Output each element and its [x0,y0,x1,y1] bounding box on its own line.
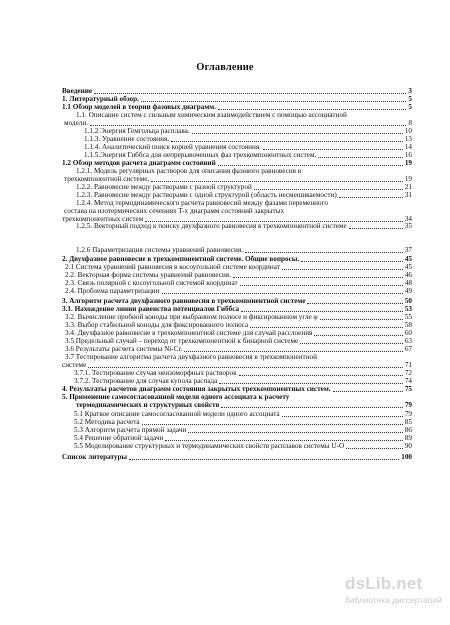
toc-entry-title: 1. Литературный обзор. [62,95,139,103]
toc-page-number: 3 [408,87,412,95]
toc-page-number: 58 [404,321,412,329]
toc-entry-title: 5.5 Моделирование структурных и термодинамических свойств расплавов системы U-O [74,442,345,450]
toc-entry-title: 1.2.4. Метод термодинамического расчета равновесий между фазами переменного [76,199,328,207]
toc-entry-title: 3.2. Вычисление пробной коноды при выбранном полюсе и фиксированном угле φ [65,313,318,321]
toc-entry [62,354,412,370]
watermark [345,574,445,612]
toc-page-number: 55 [404,313,412,321]
toc-entry-title: 4. Результаты расчетов диаграмм состояния закрытых трехкомпонентных систем. [62,385,331,393]
toc-entry-title: 3.7 Тестирование алгоритма расчета двухфазного равновесия в трехкомпонентной [65,353,317,361]
toc-page-number: 31 [404,191,412,199]
toc-page-number: 34 [404,215,412,223]
toc-entry-title: 1.2.6 Параметризация системы уравнений равновесия. [76,246,243,254]
toc-leader-dots [192,133,403,134]
toc-leader-dots [218,165,403,166]
toc-entry-continuation: трехкомпонентной системе. [64,175,150,183]
toc-page-number: 48 [404,279,412,287]
toc-entry-title: 5. Применение самосогласованной модели одного ассоциата к расчету [62,393,290,401]
toc-entry-title: 1.1.5.Энергия Гиббса для непрерывоченных фаз трехкомпонентных систем. [84,151,317,159]
toc-leader-dots [254,189,403,190]
toc-leader-dots [300,343,403,344]
toc-page-number: 60 [404,329,412,337]
toc-page-number: 19 [404,159,412,167]
toc-leader-dots [339,197,403,198]
toc-page-number: 21 [404,183,412,191]
toc-entry [62,394,412,410]
toc-leader-dots [171,141,403,142]
toc-page-number: 10 [404,127,412,135]
toc-leader-dots [88,367,403,368]
toc-entry-title: 2.3. Связь полярной с косоугольной системой координат [65,279,238,287]
toc-page-number: 67 [404,345,412,353]
toc-entry [62,247,412,255]
toc-page-number: 79 [404,401,412,409]
toc-entry-title: 3.7.1. Тестирование случая неизоморфных растворов [74,369,237,377]
toc-leader-dots [239,375,403,376]
toc-entry-continuation: системе [62,361,87,369]
toc-entry-title: 2.2. Векторная форма системы уравнений равновесия. [65,271,231,279]
toc-page-number: 35 [404,222,412,230]
toc-leader-dots [142,424,403,425]
toc-entry-title: 5.3 Алгоритм расчета прямой задачи [74,426,187,434]
toc-entry-title: 2.4. Проблема параметризации [65,287,160,295]
toc-leader-dots [307,303,403,304]
toc-leader-dots [250,327,403,328]
toc-leader-dots [162,293,403,294]
toc-page-number: 90 [404,442,412,450]
toc-page-number: 72 [404,369,412,377]
toc-entry-title: 1.1.4. Аналитический поиск корней уравнения состояния. [84,143,261,151]
toc-entry [62,112,412,128]
toc-leader-dots [240,285,403,286]
toc-entry-title: 3. Алгоритм расчета двухфазного равновесия в трехкомпонентной системе [62,297,306,305]
toc-entry [62,168,412,184]
toc-leader-dots [184,351,403,352]
toc-page-number: 45 [404,255,412,263]
toc-page-number: 46 [404,271,412,279]
toc-leader-dots [219,383,403,384]
toc-entry [62,223,412,231]
toc-page-number: 8 [408,119,412,127]
toc-entry [62,443,412,451]
toc-page-number: 37 [404,246,412,254]
toc-entry-title: 5.1 Краткое описание самосогласованной модели одного ассоциата [74,410,280,418]
toc-entry-continuation: термодинамических и структурных свойств [76,401,220,409]
toc-page-number: 50 [404,297,412,305]
toc-leader-dots [188,432,403,433]
toc-page-number: 79 [404,410,412,418]
toc-leader-dots [221,407,403,408]
toc-entry-continuation: модели. [64,119,89,127]
toc-leader-dots [282,269,403,270]
toc-page-number: 14 [404,143,412,151]
toc-entry-title: 3.4. Двухфазное равновесие в трехкомпонентной системе для случай расслоения [65,329,313,337]
toc-entry-title: 3.7.2. Тестирование для случая купола распада [74,377,218,385]
toc-leader-dots [141,101,406,102]
toc-entry [62,288,412,296]
toc-page-number: 100 [401,453,412,461]
toc-entry-title: 1.2.2. Равновесие между растворами с разной структурой [76,183,252,191]
toc-entry [62,200,412,224]
toc-leader-dots [320,319,403,320]
toc-entry-title: 1.2.3. Равновесие между растворами с одной структурой (область несмешиваемости) [76,191,337,199]
toc-leader-dots [346,448,403,449]
toc-page-number: 45 [404,263,412,271]
toc-entry-title: Список литературы [62,453,128,461]
toc-entry-title: 1.2.5. Векторный подход к поиску двухфазного равновесия в трехкомпонентной системе [76,222,347,230]
toc-entry-title: 3.5 Предельный случай – переход от трехкомпонентной к бинарной системе [65,337,299,345]
toc-entry-title: 1.1.3. Уравнение состояния. [84,135,170,143]
toc-page-number: 19 [404,175,412,183]
toc-entry-continuation: трехкомпонентных систем [62,215,144,223]
toc-leader-dots [314,335,403,336]
toc-leader-dots [282,416,403,417]
toc-entry-title: Введение [62,87,93,95]
toc-entry [62,454,412,462]
toc-entry-title: 3.3. Выбор стабильной коноды для фиксированного полюса [65,321,249,329]
toc-page-number: 16 [404,151,412,159]
toc-leader-dots [245,252,403,253]
watermark-subtitle: библиотека диссертаций [345,595,442,605]
toc-page-number: 74 [404,377,412,385]
toc-leader-dots [301,261,403,262]
toc-page-number: 75 [404,385,412,393]
toc-page-number: 71 [404,361,412,369]
toc-page-number: 49 [404,287,412,295]
page-title: Оглавление [196,62,254,73]
toc-leader-dots [233,277,403,278]
toc-entry-title: 1.2.1. Модель регулярных растворов для описания фазового равновесия в [76,167,302,175]
toc-entry-title: 3.1. Нахождение линии равенства потенциалов Гиббса [62,305,240,313]
toc-leader-dots [318,157,403,158]
toc-entry-continuation: состава на изотермических сечениях T-x диаграмм состояний закрытых [64,207,285,215]
toc-leader-dots [263,149,403,150]
toc-page-number: 86 [404,426,412,434]
toc-leader-dots [90,125,406,126]
toc-leader-dots [165,440,403,441]
toc-entry-title: 2.1 Система уравнений равновесия в косоугольной системе координат [65,263,280,271]
toc-entry-title: 5.2 Методика расчета [74,418,140,426]
toc-page-number: 5 [408,103,412,111]
toc-page-number: 5 [408,95,412,103]
toc-entry-title: 1.1 Обзор моделей в теории фазовых диаграмм. [62,103,216,111]
watermark-logo: dsLib.net [345,574,423,593]
toc-leader-dots [333,391,403,392]
toc-entry-title: 1.1.2 Энергия Гемгольца расплава. [84,127,190,135]
toc-page-number: 53 [404,305,412,313]
toc-leader-dots [349,228,403,229]
toc-leader-dots [241,311,403,312]
toc-leader-dots [218,109,406,110]
toc-leader-dots [151,181,403,182]
toc-entry-title: 3.6 Результаты расчета системы Ni-Cr. [65,345,183,353]
toc-entry-title: 2. Двухфазное равновесие в трехкомпонентной системе. Общие вопросы. [62,255,300,263]
toc-page-number: 63 [404,337,412,345]
toc-page-number: 89 [404,434,412,442]
toc-entry-title: 5.4 Решение обратной задачи [74,434,164,442]
toc-entry-title: 1.1. Описание систем с сильным химическим взаимодействием с помощью ассоциатной [76,111,347,119]
toc-entry-title: 1.2 Обзор методов расчета диаграмм состояний [62,159,216,167]
toc-leader-dots [94,93,406,94]
toc-leader-dots [129,459,399,460]
toc-page-number: 13 [404,135,412,143]
toc-page-number: 85 [404,418,412,426]
